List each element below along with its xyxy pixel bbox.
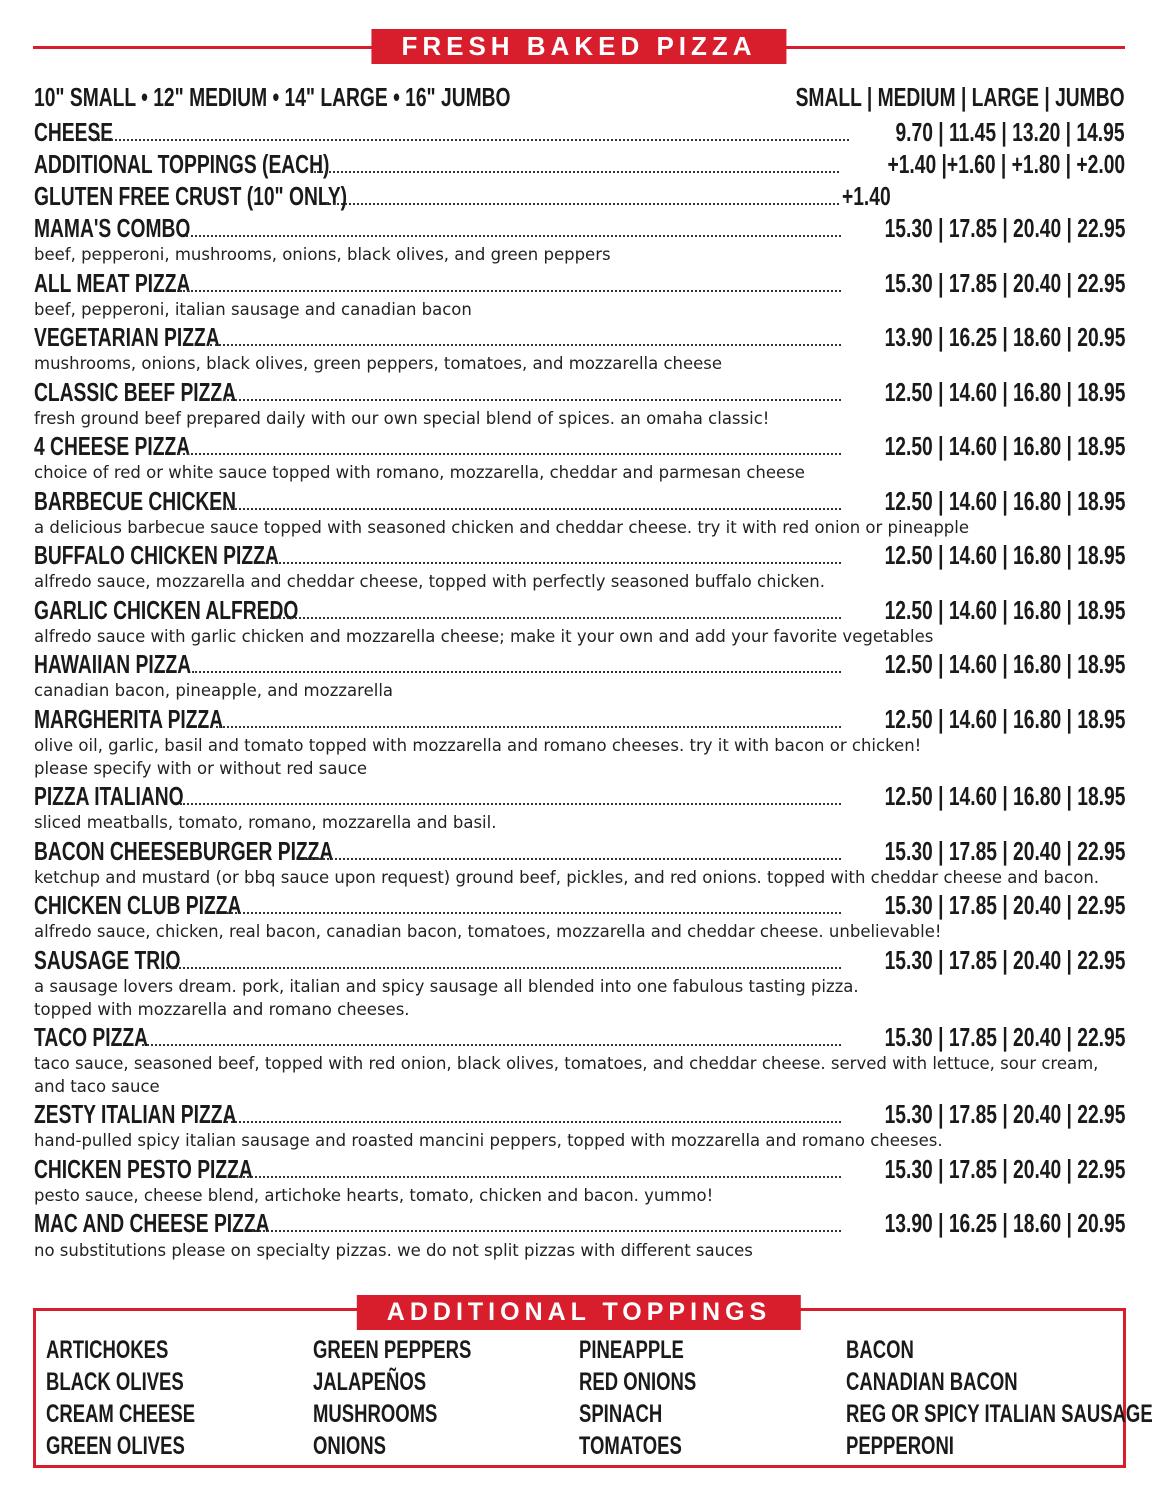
dot-leader — [178, 453, 841, 455]
toppings-column — [846, 1334, 1159, 1462]
item-name: SAUSAGE TRIO — [34, 945, 181, 975]
item-description: topped with mozzarella and romano cheeses. — [34, 1000, 410, 1019]
item-description: and taco sauce — [34, 1077, 160, 1096]
dot-leader — [210, 344, 841, 346]
sizes-legend: 10" SMALL • 12" MEDIUM • 14" LARGE • 16" JUMBO — [34, 82, 511, 112]
topping-item: TOMATOES — [579, 1432, 682, 1460]
item-name: ALL MEAT PIZZA — [34, 268, 191, 298]
dot-leader — [186, 235, 841, 237]
toppings-column — [313, 1334, 527, 1462]
item-name: MAC AND CHEESE PIZZA — [34, 1208, 270, 1238]
topping-item: SPINACH — [579, 1400, 663, 1428]
item-price: 15.30 | 17.85 | 20.40 | 22.95 — [884, 836, 1125, 866]
menu-item-additional-toppings — [34, 149, 1125, 179]
item-name: 4 CHEESE PIZZA — [34, 431, 191, 461]
dot-leader — [304, 858, 841, 860]
dot-leader — [216, 726, 841, 728]
menu-item — [34, 1099, 1125, 1152]
item-price: +1.40 — [842, 181, 891, 211]
item-description: fresh ground beef prepared daily with our own special blend of spices. an omaha classic! — [34, 409, 770, 428]
item-price: 15.30 | 17.85 | 20.40 | 22.95 — [884, 890, 1125, 920]
menu-item — [34, 213, 1125, 266]
item-price: 12.50 | 14.60 | 16.80 | 18.95 — [884, 486, 1125, 516]
item-name: BARBECUE CHICKEN — [34, 486, 237, 516]
item-description: alfredo sauce, chicken, real bacon, canadian bacon, tomatoes, mozzarella and cheddar cheese. unbelievable! — [34, 922, 942, 941]
item-price: 15.30 | 17.85 | 20.40 | 22.95 — [884, 1154, 1125, 1184]
item-price: 12.50 | 14.60 | 16.80 | 18.95 — [884, 595, 1125, 625]
menu-item — [34, 322, 1125, 375]
menu-item-cheese — [34, 117, 1125, 147]
toppings-column — [579, 1334, 737, 1462]
item-name: CHICKEN CLUB PIZZA — [34, 890, 242, 920]
menu-item — [34, 268, 1125, 321]
sizes-row — [34, 82, 1125, 114]
item-description: alfredo sauce, mozzarella and cheddar cheese, topped with perfectly seasoned buffalo chicken. — [34, 572, 825, 591]
item-name: MAMA'S COMBO — [34, 213, 191, 243]
item-description: sliced meatballs, tomato, romano, mozzarella and basil. — [34, 813, 497, 832]
topping-item: REG OR SPICY ITALIAN SAUSAGE — [846, 1400, 1153, 1428]
dot-leader — [214, 399, 841, 401]
item-description: a delicious barbecue sauce topped with seasoned chicken and cheddar cheese. try it with red onion or pineapple — [34, 518, 970, 537]
dot-leader — [226, 1121, 841, 1123]
topping-item: RED ONIONS — [579, 1368, 697, 1396]
dot-leader — [270, 617, 841, 619]
topping-item: PEPPERONI — [846, 1432, 954, 1460]
dot-leader — [260, 562, 841, 564]
topping-item: JALAPEÑOS — [313, 1368, 427, 1396]
dot-leader — [210, 508, 841, 510]
menu-item — [34, 1154, 1125, 1207]
dot-leader — [98, 139, 849, 141]
item-description: taco sauce, seasoned beef, topped with red onion, black olives, tomatoes, and cheddar cheese. served with lettuce, sour cream, — [34, 1054, 1099, 1073]
item-price: 12.50 | 14.60 | 16.80 | 18.95 — [884, 540, 1125, 570]
item-name: PIZZA ITALIANO — [34, 781, 184, 811]
menu-item — [34, 540, 1125, 593]
item-description: mushrooms, onions, black olives, green peppers, tomatoes, and mozzarella cheese — [34, 354, 723, 373]
item-description: olive oil, garlic, basil and tomato topped with mozzarella and romano cheeses. try it with bacon or chicken! — [34, 736, 922, 755]
section-title: FRESH BAKED PIZZA — [371, 29, 786, 64]
topping-item: BLACK OLIVES — [46, 1368, 184, 1396]
item-name: BACON CHEESEBURGER PIZZA — [34, 836, 334, 866]
item-description: beef, pepperoni, mushrooms, onions, black olives, and green peppers — [34, 245, 611, 264]
menu-item — [34, 890, 1125, 943]
item-name: ZESTY ITALIAN PIZZA — [34, 1099, 237, 1129]
item-description: alfredo sauce with garlic chicken and mozzarella cheese; make it your own and add your favorite vegetables — [34, 627, 934, 646]
menu-item — [34, 377, 1125, 430]
pizza-section-header — [33, 27, 1125, 67]
topping-item: CREAM CHEESE — [46, 1400, 196, 1428]
item-price: 15.30 | 17.85 | 20.40 | 22.95 — [884, 1099, 1125, 1129]
dot-leader — [180, 803, 841, 805]
topping-item: BACON — [846, 1336, 914, 1364]
topping-item: PINEAPPLE — [579, 1336, 684, 1364]
item-price: 12.50 | 14.60 | 16.80 | 18.95 — [884, 781, 1125, 811]
item-name: GARLIC CHICKEN ALFREDO — [34, 595, 299, 625]
topping-item: ONIONS — [313, 1432, 386, 1460]
menu-item — [34, 1022, 1125, 1098]
topping-item: CANADIAN BACON — [846, 1368, 1018, 1396]
item-price: 15.30 | 17.85 | 20.40 | 22.95 — [884, 1022, 1125, 1052]
dot-leader — [226, 912, 841, 914]
dot-leader — [236, 1176, 841, 1178]
menu-note: no substitutions please on specialty pizzas. we do not split pizzas with different sauces — [34, 1241, 753, 1260]
menu-item — [34, 781, 1125, 834]
item-price: 13.90 | 16.25 | 18.60 | 20.95 — [884, 322, 1125, 352]
item-name: CHEESE — [34, 117, 114, 147]
toppings-section-header — [33, 1293, 1125, 1333]
item-price: 12.50 | 14.60 | 16.80 | 18.95 — [884, 431, 1125, 461]
dot-leader — [314, 171, 839, 173]
menu-item — [34, 945, 1125, 1021]
item-price: 12.50 | 14.60 | 16.80 | 18.95 — [884, 704, 1125, 734]
item-price: 15.30 | 17.85 | 20.40 | 22.95 — [884, 213, 1125, 243]
dot-leader — [180, 290, 841, 292]
toppings-column — [46, 1334, 247, 1462]
item-description: beef, pepperoni, italian sausage and canadian bacon — [34, 300, 472, 319]
item-name: BUFFALO CHICKEN PIZZA — [34, 540, 279, 570]
item-name: GLUTEN FREE CRUST (10" ONLY) — [34, 181, 348, 211]
item-name: MARGHERITA PIZZA — [34, 704, 224, 734]
dot-leader — [252, 1230, 841, 1232]
dot-leader — [192, 671, 841, 673]
item-price: 13.90 | 16.25 | 18.60 | 20.95 — [884, 1208, 1125, 1238]
menu-item — [34, 1208, 1125, 1238]
item-description: choice of red or white sauce topped with romano, mozzarella, cheddar and parmesan cheese — [34, 463, 805, 482]
item-description: ketchup and mustard (or bbq sauce upon request) ground beef, pickles, and red onions. topped with cheddar cheese and bacon. — [34, 868, 1100, 887]
topping-item: ARTICHOKES — [46, 1336, 169, 1364]
topping-item: MUSHROOMS — [313, 1400, 438, 1428]
item-price: 12.50 | 14.60 | 16.80 | 18.95 — [884, 377, 1125, 407]
item-price: 15.30 | 17.85 | 20.40 | 22.95 — [884, 945, 1125, 975]
item-price: +1.40 |+1.60 | +1.80 | +2.00 — [887, 149, 1125, 179]
item-name: VEGETARIAN PIZZA — [34, 322, 220, 352]
menu-item — [34, 595, 1125, 648]
dot-leader — [142, 1044, 841, 1046]
toppings-title: ADDITIONAL TOPPINGS — [357, 1295, 801, 1330]
menu-item — [34, 704, 1125, 780]
dot-leader — [326, 203, 839, 205]
item-description: please specify with or without red sauce — [34, 759, 368, 778]
item-price: 15.30 | 17.85 | 20.40 | 22.95 — [884, 268, 1125, 298]
item-name: CHICKEN PESTO PIZZA — [34, 1154, 253, 1184]
menu-item — [34, 486, 1125, 539]
item-name: TACO PIZZA — [34, 1022, 149, 1052]
dot-leader — [166, 967, 841, 969]
menu-item — [34, 836, 1125, 889]
item-name: HAWAIIAN PIZZA — [34, 649, 192, 679]
item-name: ADDITIONAL TOPPINGS (EACH) — [34, 149, 330, 179]
item-name: CLASSIC BEEF PIZZA — [34, 377, 237, 407]
topping-item: GREEN OLIVES — [46, 1432, 185, 1460]
topping-item: GREEN PEPPERS — [313, 1336, 472, 1364]
item-price: 12.50 | 14.60 | 16.80 | 18.95 — [884, 649, 1125, 679]
menu-item-gluten-free — [34, 181, 1125, 211]
item-price: 9.70 | 11.45 | 13.20 | 14.95 — [895, 117, 1125, 147]
item-description: canadian bacon, pineapple, and mozzarella — [34, 681, 394, 700]
item-description: pesto sauce, cheese blend, artichoke hearts, tomato, chicken and bacon. yummo! — [34, 1186, 714, 1205]
size-columns-header: SMALL | MEDIUM | LARGE | JUMBO — [796, 82, 1125, 112]
menu-item — [34, 649, 1125, 702]
item-description: a sausage lovers dream. pork, italian and spicy sausage all blended into one fabulous tasting pizza. — [34, 977, 859, 996]
item-description: hand-pulled spicy italian sausage and roasted mancini peppers, topped with mozzarella and romano cheeses. — [34, 1131, 943, 1150]
menu-item — [34, 431, 1125, 484]
